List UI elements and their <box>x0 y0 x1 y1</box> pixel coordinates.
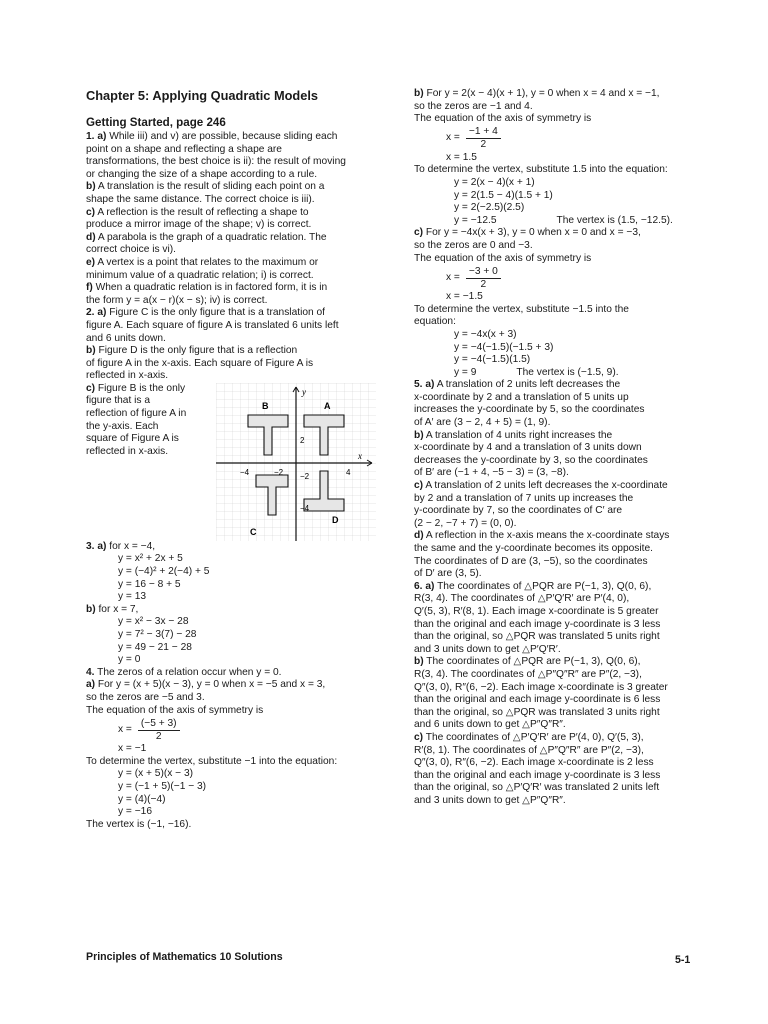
q4c-line: c) For y = −4x(x + 3), y = 0 when x = 0 and x = −3, <box>414 227 641 239</box>
text-line: figure A. Each square of figure A is translated 6 units left <box>86 319 339 331</box>
text-line: R(3, 4). The coordinates of △P′Q′R′ are P′(4, 0), <box>414 593 630 605</box>
text-line: decreases the y-coordinate by 3, so the coordinates <box>414 454 648 466</box>
figure-c-label: C <box>250 526 257 537</box>
figure-a-label: A <box>324 400 331 411</box>
text-line: increases the y-coordinate by 5, so the coordinates <box>414 404 645 416</box>
math-line-vertex: y = −12.5 The vertex is (1.5, −12.5). <box>454 214 673 226</box>
text-line: shape the same distance. The correct choice is iii). <box>86 193 315 205</box>
q4a-line: a) For y = (x + 5)(x − 3), y = 0 when x = −5 and x = 3, <box>86 679 326 691</box>
text-line: so the zeros are −1 and 4. <box>414 100 533 112</box>
text-line: and 6 units down to get △P″Q″R″. <box>414 719 566 731</box>
q5d-line: d) A reflection in the x-axis means the x-coordinate stays <box>414 530 670 542</box>
text-line: reflection of figure A in <box>86 408 187 420</box>
section-title: Getting Started, page 246 <box>86 116 226 129</box>
text-line: the same and the y-coordinate becomes its opposite. <box>414 543 653 554</box>
math-line: y = 2(x − 4)(x + 1) <box>454 176 535 188</box>
math-line: y = −4x(x + 3) <box>454 328 517 340</box>
text-line: R′(8, 1). The coordinates of △P″Q″R″ are P″(2, −3), <box>414 744 644 756</box>
text-line: of B′ are (−1 + 4, −5 − 3) = (3, −8). <box>414 467 569 479</box>
math-line: y = (x + 5)(x − 3) <box>118 768 194 780</box>
text-line: the form y = a(x − r)(x − s); iv) is correct. <box>86 294 268 306</box>
text-line: than the original, so △PQR was translated 3 units right <box>414 706 660 718</box>
text-line: and 3 units down to get △P″Q″R″. <box>414 794 566 806</box>
text-line: reflected in x-axis. <box>86 445 169 457</box>
y-tick-label: −4 <box>300 503 310 513</box>
footer-page-number: 5-1 <box>675 954 691 966</box>
math-line: x = −1.5 <box>446 291 483 303</box>
math-line: y = −4(−1.5)(−1.5 + 3) <box>454 341 554 353</box>
math-line: y = 16 − 8 + 5 <box>118 578 181 590</box>
fraction-axis-symmetry: x = $\frac{(-5 + 3)}{2}$ <box>86 717 386 743</box>
q4-line: 4. The zeros of a relation occur when y = 0. <box>86 666 282 678</box>
math-line: x = −1 <box>118 743 147 755</box>
text-line: (2 − 2, −7 + 7) = (0, 0). <box>414 517 517 529</box>
fraction-axis-symmetry: x = $\frac{-1 + 4}{2}$ <box>414 126 706 152</box>
chapter-title: Chapter 5: Applying Quadratic Models <box>86 88 319 103</box>
math-line: y = x² + 2x + 5 <box>118 553 183 565</box>
text-line: than the original and each image y-coordinate is 6 less <box>414 694 661 706</box>
math-line: y = −4(−1.5)(1.5) <box>454 354 531 366</box>
text-line: than the original, so △P′Q′R′ was translated 2 units left <box>414 782 660 794</box>
text-line: than the original, so △PQR was translated 5 units right <box>414 631 660 643</box>
q3a-line: 3. a) for x = −4, <box>86 540 156 552</box>
math-line: x = 1.5 <box>446 151 477 163</box>
figure-d-label: D <box>332 514 339 525</box>
text-line: The equation of the axis of symmetry is <box>86 704 264 716</box>
text-line: than the original and each image y-coordinate is 3 less <box>414 769 661 781</box>
text-line: The equation of the axis of symmetry is <box>414 252 592 264</box>
text-line: Q′(5, 3), R′(8, 1). Each image x-coordinate is 5 greater <box>414 605 659 617</box>
text-line: figure that is a <box>86 395 150 407</box>
footer-book-title: Principles of Mathematics 10 Solutions <box>86 951 283 963</box>
text-line: reflected in x-axis. <box>86 370 169 382</box>
text-line: To determine the vertex, substitute −1 into the equation: <box>86 755 338 767</box>
q1e-line: e) A vertex is a point that relates to the maximum or <box>86 256 319 268</box>
math-line: y = 49 − 21 − 28 <box>118 641 192 653</box>
q4b-line: b) For y = 2(x − 4)(x + 1), y = 0 when x = 4 and x = −1, <box>414 88 660 99</box>
q2c-block <box>86 383 386 541</box>
left-column <box>86 88 386 831</box>
q2b-line: b) Figure D is the only figure that is a reflection <box>86 345 298 357</box>
y-axis-label: y <box>302 386 306 397</box>
q1c-line: c) A reflection is the result of reflecting a shape to <box>86 206 309 218</box>
text-line: transformations, the best choice is ii): the result of moving <box>86 156 346 168</box>
math-line: y = 2(1.5 − 4)(1.5 + 1) <box>454 189 553 201</box>
q1f-line: f) When a quadratic relation is in factored form, it is in <box>86 282 328 294</box>
math-line: y = (4)(−4) <box>118 793 166 805</box>
y-tick-label: 2 <box>300 435 305 445</box>
q5c-line: c) A translation of 2 units left decreases the x-coordinate <box>414 480 668 492</box>
text-line: minimum value of a quadratic relation; i) is correct. <box>86 269 314 281</box>
q1d-line: d) A parabola is the graph of a quadratic relation. The <box>86 231 327 243</box>
text-line: than the original and each image y-coordinate is 3 less <box>414 618 661 630</box>
math-line: y = 7² − 3(7) − 28 <box>118 629 197 641</box>
x-tick-label: −2 <box>274 467 284 477</box>
text-line: square of Figure A is <box>86 433 179 445</box>
q5a-line: 5. a) A translation of 2 units left decreases the <box>414 379 621 391</box>
transformation-graph <box>216 383 376 541</box>
text-line: R(3, 4). The coordinates of △P″Q″R″ are P″(2, −3), <box>414 668 642 680</box>
text-line: so the zeros are −5 and 3. <box>86 692 205 703</box>
text-line: point on a shape and reflecting a shape are <box>86 143 282 155</box>
text-line: and 6 units down. <box>86 332 166 344</box>
right-column <box>414 88 706 807</box>
text-line: of A′ are (3 − 2, 4 + 5) = (1, 9). <box>414 417 551 429</box>
q3b-line: b) for x = 7, <box>86 603 139 615</box>
q6b-line: b) The coordinates of △PQR are P(−1, 3), Q(0, 6), <box>414 656 641 668</box>
q6c-line: c) The coordinates of △P′Q′R′ are P′(4, 0), Q′(5, 3), <box>414 731 644 743</box>
y-tick-label: −2 <box>300 471 310 481</box>
text-line: or changing the size of a shape according to a rule. <box>86 168 318 180</box>
text-line: the y-axis. Each <box>86 420 159 432</box>
text-line: and 3 units down to get △P′Q′R′. <box>414 643 561 655</box>
math-line: y = 13 <box>118 591 147 603</box>
text-line: of figure A in the x-axis. Each square of Figure A is <box>86 357 314 369</box>
math-line: y = −16 <box>118 806 152 818</box>
text-line: correct choice is vi). <box>86 244 177 256</box>
math-line: y = 2(−2.5)(2.5) <box>454 202 525 214</box>
q6a-line: 6. a) The coordinates of △PQR are P(−1, 3), Q(0, 6), <box>414 580 652 592</box>
text-line: The vertex is (−1, −16). <box>86 818 192 830</box>
math-line: y = 0 <box>118 654 141 666</box>
q5b-line: b) A translation of 4 units right increases the <box>414 429 613 441</box>
text-line: To determine the vertex, substitute 1.5 into the equation: <box>414 164 668 176</box>
figure-b-label: B <box>262 400 269 411</box>
text-line: To determine the vertex, substitute −1.5 into the <box>414 303 629 315</box>
x-tick-label: 4 <box>346 467 351 477</box>
math-line: y = (−4)² + 2(−4) + 5 <box>118 566 210 578</box>
math-line-vertex: y = 9 The vertex is (−1.5, 9). <box>454 366 619 378</box>
math-line: y = x² − 3x − 28 <box>118 616 189 628</box>
text-line: of D′ are (3, 5). <box>414 568 482 580</box>
x-axis-label: x <box>358 450 362 461</box>
q2c-line: c) Figure B is the only <box>86 382 186 394</box>
q1a-line: 1. a) While iii) and v) are possible, because sliding each <box>86 131 338 142</box>
text-line: x-coordinate by 2 and a translation of 5 units up <box>414 391 629 403</box>
fraction-axis-symmetry: x = $\frac{-3 + 0}{2}$ <box>414 265 706 291</box>
text-line: equation: <box>414 316 456 328</box>
x-tick-label: −4 <box>240 467 250 477</box>
text-line: x-coordinate by 4 and a translation of 3 units down <box>414 442 642 454</box>
q2c-text <box>86 383 226 459</box>
text-line: y-coordinate by 7, so the coordinates of C′ are <box>414 505 623 517</box>
q1b-line: b) A translation is the result of sliding each point on a <box>86 181 325 193</box>
text-line: Q″(3, 0), R″(6, −2). Each image x-coordinate is 2 less <box>414 757 654 769</box>
text-line: The coordinates of D are (3, −5), so the coordinates <box>414 555 648 567</box>
q2a-line: 2. a) Figure C is the only figure that is a translation of <box>86 307 325 319</box>
text-line: so the zeros are 0 and −3. <box>414 239 533 251</box>
text-line: produce a mirror image of the shape; v) is correct. <box>86 219 312 231</box>
text-line: The equation of the axis of symmetry is <box>414 113 592 125</box>
text-line: by 2 and a translation of 7 units up increases the <box>414 492 634 504</box>
text-line: Q″(3, 0), R″(6, −2). Each image x-coordinate is 3 greater <box>414 681 668 693</box>
math-line: y = (−1 + 5)(−1 − 3) <box>118 780 207 792</box>
